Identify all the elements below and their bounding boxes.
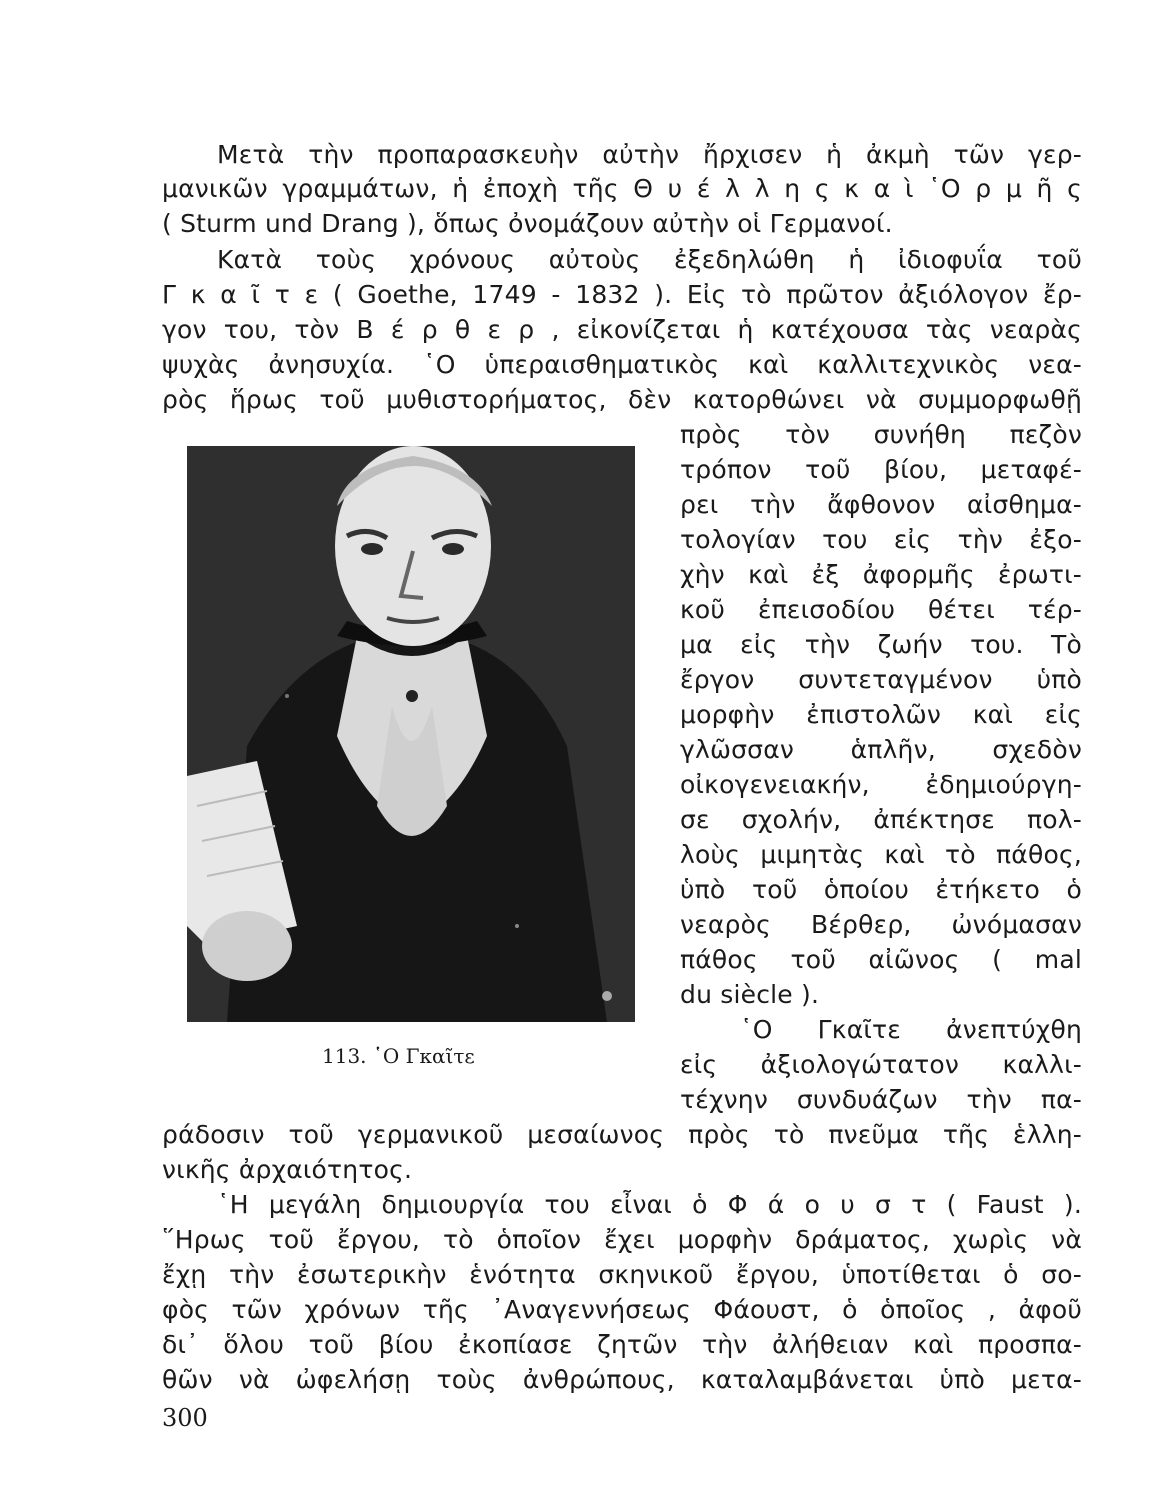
text-line: ὑπὸ τοῦ ὁποίου ἐτήκετο ὁ xyxy=(680,875,1082,904)
text-line: σε σχολήν, ἀπέκτησε πολ- xyxy=(680,805,1082,834)
text-line: ρει τὴν ἄφθονον αἰσθημα- xyxy=(680,490,1082,519)
text-line: du siècle ). xyxy=(680,980,820,1009)
goethe-portrait xyxy=(187,446,635,1022)
text-line: ῞Ηρως τοῦ ἔργου, τὸ ὁποῖον ἔχει μορφὴν δράματος, χωρὶς νὰ xyxy=(162,1225,1082,1254)
text-line: νεαρὸς Βέρθερ, ὠνόμασαν xyxy=(680,910,1082,939)
text-line: τρόπον τοῦ βίου, μεταφέ- xyxy=(680,455,1082,484)
text-line: πρὸς τὸν συνήθη πεζὸν xyxy=(680,420,1082,449)
text-line: οἰκογενειακήν, ἐδημιούργη- xyxy=(680,770,1082,799)
text-line: Μετὰ τὴν προπαρασκευὴν αὐτὴν ἤρχισεν ἡ ἀκμὴ τῶν γερ- xyxy=(217,140,1082,169)
text-line: λοὺς μιμητὰς καὶ τὸ πάθος, xyxy=(680,840,1082,869)
text-line: τέχνην συνδυάζων τὴν πα- xyxy=(680,1085,1082,1114)
text-line: μορφὴν ἐπιστολῶν καὶ εἰς xyxy=(680,700,1082,729)
text-line: ῾Η μεγάλη δημιουργία του εἶναι ὁ Φ ά ο υ σ τ ( Faust ). xyxy=(217,1190,1082,1219)
text-line: ( Sturm und Drang ), ὅπως ὀνομάζουν αὐτὴν οἱ Γερμανοί. xyxy=(162,209,893,238)
text-line: ρὸς ἥρως τοῦ μυθιστορήματος, δὲν κατορθώνει νὰ συμμορφωθῇ xyxy=(162,385,1082,414)
text-line: εἰς ἀξιολογώτατον καλλι- xyxy=(680,1050,1082,1079)
text-line: θῶν νὰ ὠφελήσῃ τοὺς ἀνθρώπους, καταλαμβάνεται ὑπὸ μετα- xyxy=(162,1365,1082,1394)
text-line: μα εἰς τὴν ζωήν του. Τὸ xyxy=(680,630,1082,659)
portrait-image xyxy=(187,446,635,1022)
text-line: γον του, τὸν Β έ ρ θ ε ρ , εἰκονίζεται ἡ κατέχουσα τὰς νεαρὰς xyxy=(162,315,1082,344)
text-line: γλῶσσαν ἁπλῆν, σχεδὸν xyxy=(680,735,1082,764)
text-line: νικῆς ἀρχαιότητος. xyxy=(162,1155,413,1184)
text-line: μανικῶν γραμμάτων, ἡ ἐποχὴ τῆς Θ υ έ λ λ η ς κ α ὶ ῾Ο ρ μ ῆ ς xyxy=(162,174,1082,203)
text-line: φὸς τῶν χρόνων τῆς ᾿Αναγεννήσεως Φάουστ, ὁ ὁποῖος , ἀφοῦ xyxy=(162,1295,1082,1324)
text-line: ἔχῃ τὴν ἐσωτερικὴν ἑνότητα σκηνικοῦ ἔργου, ὑποτίθεται ὁ σο- xyxy=(162,1260,1082,1289)
text-line: ἔργον συντεταγμένον ὑπὸ xyxy=(680,665,1082,694)
text-line: πάθος τοῦ αἰῶνος ( mal xyxy=(680,945,1082,974)
text-line: δι᾿ ὅλου τοῦ βίου ἐκοπίασε ζητῶν τὴν ἀλήθειαν καὶ προσπα- xyxy=(162,1330,1082,1359)
text-line: τολογίαν του εἰς τὴν ἐξο- xyxy=(680,525,1082,554)
text-line: ράδοσιν τοῦ γερμανικοῦ μεσαίωνος πρὸς τὸ πνεῦμα τῆς ἑλλη- xyxy=(162,1120,1082,1149)
text-line: χὴν καὶ ἐξ ἀφορμῆς ἐρωτι- xyxy=(680,560,1082,589)
text-line: Γ κ α ῖ τ ε ( Goethe, 1749 - 1832 ). Εἰς τὸ πρῶτον ἀξιόλογον ἔρ- xyxy=(162,280,1082,309)
text-line: ψυχὰς ἀνησυχία. ῾Ο ὑπεραισθηματικὸς καὶ καλλιτεχνικὸς νεα- xyxy=(162,350,1082,379)
text-line: ῾Ο Γκαῖτε ἀνεπτύχθη xyxy=(740,1015,1082,1044)
figure-caption: 113. ῾Ο Γκαῖτε xyxy=(322,1044,475,1068)
page-number: 300 xyxy=(162,1404,208,1432)
text-line: κοῦ ἐπεισοδίου θέτει τέρ- xyxy=(680,595,1082,624)
text-line: Κατὰ τοὺς χρόνους αὐτοὺς ἐξεδηλώθη ἡ ἰδιοφυΐα τοῦ xyxy=(217,245,1082,274)
